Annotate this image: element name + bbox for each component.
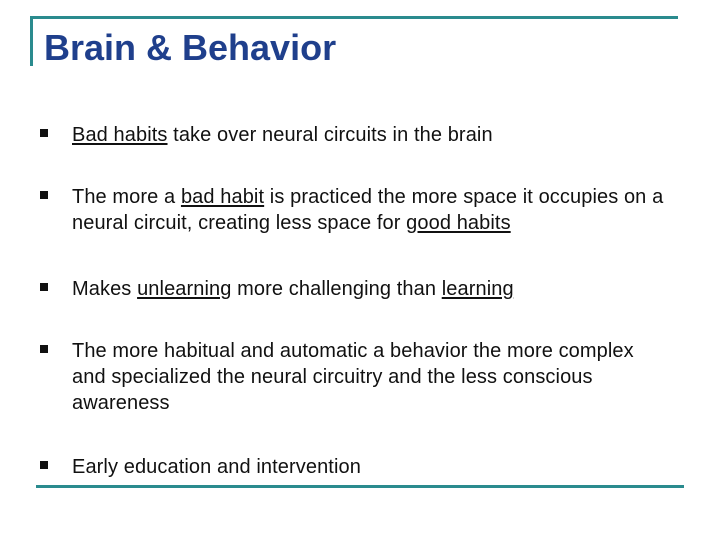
footer-rule xyxy=(36,485,684,488)
bullet-text-segment: take over neural circuits in the brain xyxy=(167,124,493,146)
slide-title: Brain & Behavior xyxy=(44,27,337,68)
bullet-text xyxy=(72,338,672,416)
bullet-text-segment: Early education and intervention xyxy=(72,456,361,478)
title-frame-vertical-rule xyxy=(30,16,33,66)
bullet-text-segment: The more habitual and automatic a behavior the more complex and specialized the neural circuitry and the less conscious awareness xyxy=(72,340,634,414)
square-bullet-icon xyxy=(40,191,48,199)
bullet-text-segment: The more a xyxy=(72,186,181,208)
bullet-text-segment: Makes xyxy=(72,278,138,300)
bullet-text-underlined: unlearning xyxy=(137,278,232,300)
square-bullet-icon xyxy=(40,345,48,353)
bullet-text-underlined: good habits xyxy=(406,212,511,234)
bullet-text xyxy=(72,184,672,236)
bullet-text xyxy=(72,122,672,148)
bullet-text xyxy=(72,454,672,480)
square-bullet-icon xyxy=(40,283,48,291)
bullet-text-underlined: bad habit xyxy=(180,186,265,208)
square-bullet-icon xyxy=(40,461,48,469)
bullet-text-underlined: Bad habits xyxy=(72,124,168,146)
bullet-text-underlined: learning xyxy=(441,278,514,300)
bullet-text-segment: is practiced the more space it occupies on a neural circuit, creating less space for xyxy=(72,186,664,234)
bullet-text-segment: more challenging than xyxy=(231,278,442,300)
square-bullet-icon xyxy=(40,129,48,137)
title-frame-horizontal-rule xyxy=(30,16,678,19)
bullet-text xyxy=(72,276,672,302)
